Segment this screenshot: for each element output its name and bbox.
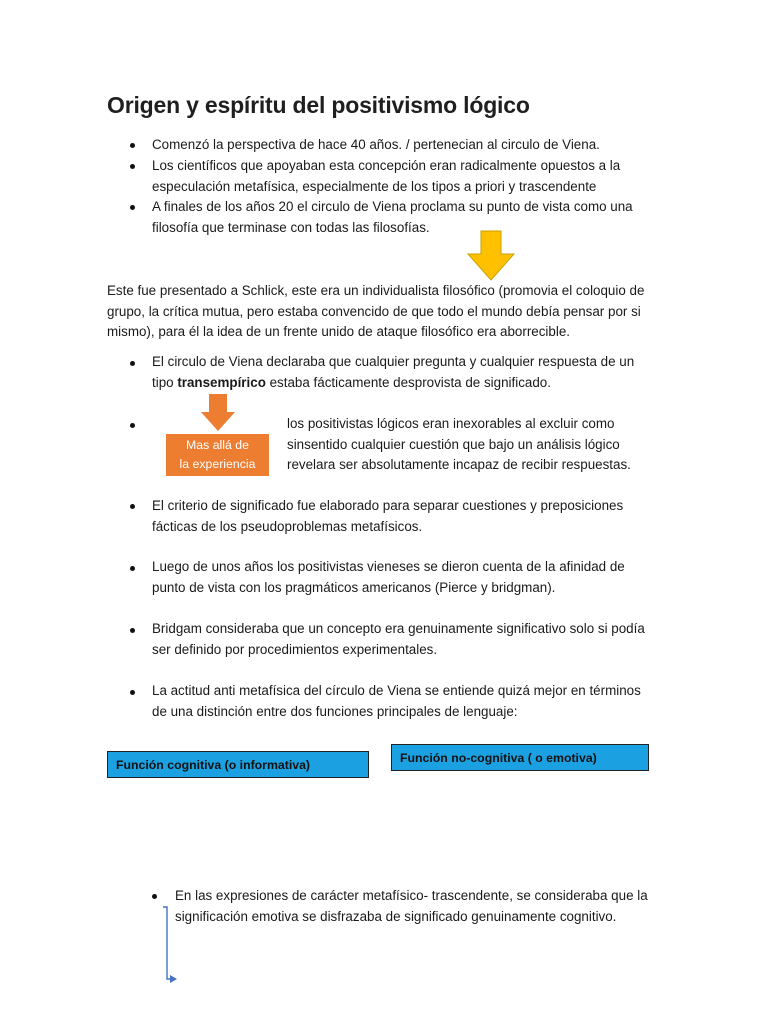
bullet-text-line: fácticas de los pseudoproblemas metafísicos. bbox=[152, 518, 423, 534]
orange-down-arrow-icon bbox=[200, 394, 236, 432]
bullet-text-line: Luego de unos años los positivistas vieneses se dieron cuenta de la afinidad de bbox=[152, 559, 625, 574]
page-title: Origen y espíritu del positivismo lógico bbox=[107, 92, 530, 118]
bullet-text-line: especulación metafísica, especialmente de los tipos a priori y trascendente bbox=[152, 178, 597, 194]
text-span: tipo bbox=[152, 374, 178, 390]
list-item bbox=[152, 156, 620, 197]
paragraph-line: Este fue presentado a Schlick, este era un individualista filosófico (promovia el coloquio de bbox=[107, 283, 645, 298]
bullet-text-line: Bridgam consideraba que un concepto era genuinamente significativo solo si podía bbox=[152, 621, 645, 636]
list-item bbox=[152, 681, 641, 722]
experience-box-line: Mas allá de bbox=[186, 438, 249, 452]
list-item bbox=[152, 496, 623, 537]
bullet-dot bbox=[130, 164, 135, 169]
bullet-dot bbox=[130, 143, 135, 148]
bullet-dot bbox=[130, 205, 135, 210]
non-cognitive-function-label: Función no-cognitiva ( o emotiva) bbox=[400, 750, 597, 765]
bullet-text-line: ser definido por procedimientos experimentales. bbox=[152, 641, 438, 657]
list-item bbox=[152, 135, 600, 156]
list-item bbox=[152, 352, 634, 393]
bullet-text-line bbox=[152, 373, 634, 394]
bullet-text-line: revelara ser absolutamente incapaz de recibir respuestas. bbox=[287, 457, 631, 472]
bullet-text-line: La actitud anti metafísica del círculo de Viena se entiende quizá mejor en términos bbox=[152, 683, 641, 698]
non-cognitive-function-box bbox=[391, 744, 649, 771]
bullet-dot bbox=[130, 504, 135, 509]
bullet-dot bbox=[130, 423, 135, 428]
cognitive-function-label: Función cognitiva (o informativa) bbox=[116, 757, 311, 772]
blue-elbow-arrow-icon bbox=[155, 905, 180, 985]
bullet-dot bbox=[130, 566, 135, 571]
bullet-text-line: El circulo de Viena declaraba que cualquier pregunta y cualquier respuesta de un bbox=[152, 354, 635, 369]
bullet-dot bbox=[130, 361, 135, 366]
bullet-text-line: El criterio de significado fue elaborado para separar cuestiones y preposiciones bbox=[152, 498, 624, 513]
yellow-down-arrow-icon bbox=[466, 230, 516, 282]
paragraph-line: mismo), para él la idea de un frente unido de ataque filosófico era aborrecible. bbox=[107, 324, 570, 339]
cognitive-function-box bbox=[107, 751, 369, 778]
list-item bbox=[287, 414, 631, 476]
list-item bbox=[175, 886, 648, 927]
text-span: estaba fácticamente desprovista de significado. bbox=[265, 374, 551, 390]
experience-box-line: la experiencia bbox=[179, 457, 256, 471]
bullet-text-line: En las expresiones de carácter metafísico- trascendente, se consideraba que la bbox=[175, 888, 648, 903]
paragraph-line: grupo, la crítica mutua, pero estaba convencido de que todo el mundo debía pensar por si bbox=[107, 303, 641, 319]
bullet-text-line: sinsentido cualquier cuestión que bajo un análisis lógico bbox=[287, 436, 620, 452]
list-item bbox=[152, 197, 633, 238]
bullet-text-line: Los científicos que apoyaban esta concepción eran radicalmente opuestos a la bbox=[152, 158, 621, 173]
bullet-dot bbox=[130, 690, 135, 695]
bullet-text-line: filosofía que terminase con todas las filosofías. bbox=[152, 219, 430, 235]
bullet-text-line: de una distinción entre dos funciones principales de lenguaje: bbox=[152, 703, 518, 719]
bullet-text-line: punto de vista con los pragmáticos americanos (Pierce y bridgman). bbox=[152, 579, 556, 595]
list-item bbox=[152, 619, 645, 660]
schlick-paragraph bbox=[107, 281, 667, 343]
bullet-dot bbox=[152, 894, 157, 899]
bullet-text-line: A finales de los años 20 el circulo de Viena proclama su punto de vista como una bbox=[152, 199, 633, 214]
bullet-text-line: los positivistas lógicos eran inexorables al excluir como bbox=[287, 416, 615, 431]
experience-box bbox=[166, 434, 269, 476]
bullet-text-line: Comenzó la perspectiva de hace 40 años. / pertenecian al circulo de Viena. bbox=[152, 137, 600, 152]
bullet-text-line: significación emotiva se disfrazaba de significado genuinamente cognitivo. bbox=[175, 908, 617, 924]
bold-term: transempírico bbox=[177, 374, 266, 390]
bullet-dot bbox=[130, 628, 135, 633]
list-item bbox=[152, 557, 625, 598]
